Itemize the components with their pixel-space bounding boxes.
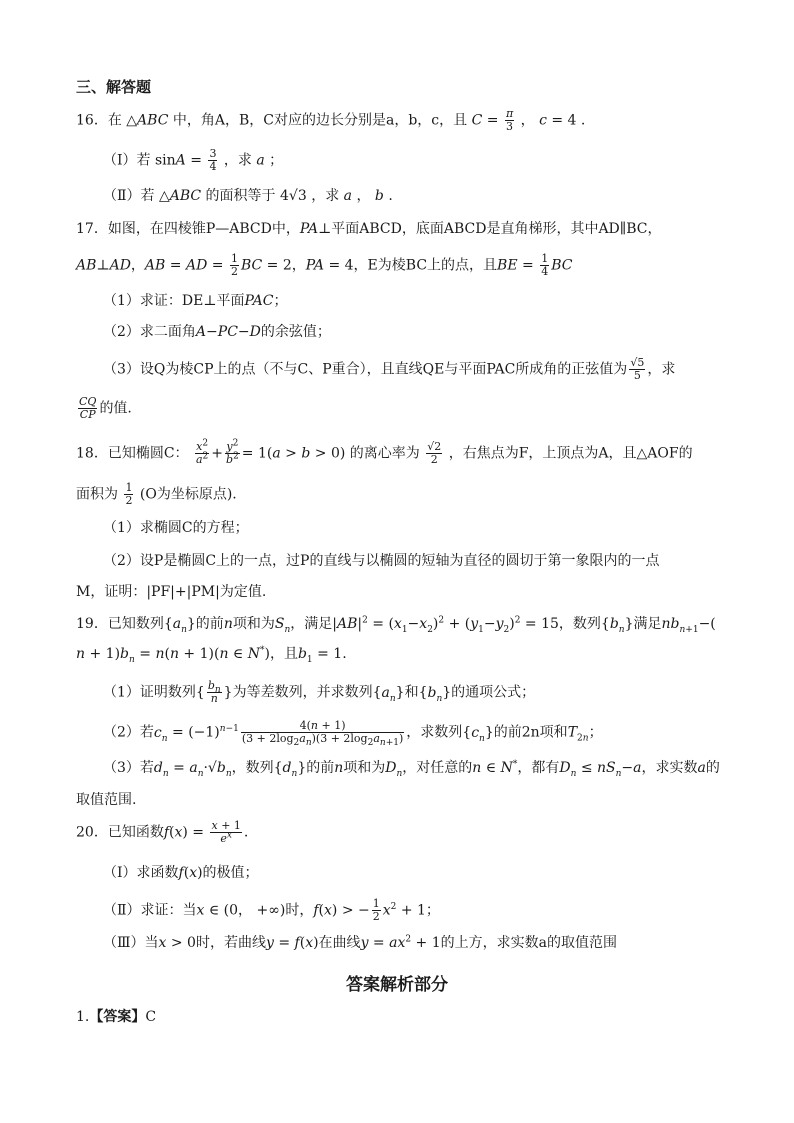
q16-stem-a: 16．在 △ABC 中，角A，B，C对应的边长分别是a，b，c，且 C = bbox=[76, 112, 503, 129]
q20-part1: （Ⅰ）求函数f(x)的极值； bbox=[103, 865, 259, 881]
q18-stem-line2: 面积为 $\frac{1}{2}$ (O为坐标原点). bbox=[76, 481, 237, 507]
q17-frac-sqrt5: $\frac{√5}{5}$ bbox=[630, 356, 645, 382]
q18-stem-line1: 18．已知椭圆C： $\frac{x^2}{a^2}$ + $\frac{y^2}{b^2}$ = 1(a > b > 0) 的离心率为 $\frac{√2}{2}$ ，右焦点为F，上顶点为A，且△AOF的 bbox=[76, 438, 693, 466]
q19-part2: （2）若$c_n = (-1)^{n-1}$ $\frac{4(n + 1)}{(3 + 2\log_2a_n)(3 + 2\log_2a_{n+1})}$ ，求数列$\{c_n\}$的前2n项和$T_{2n}$； bbox=[103, 719, 603, 749]
q18-frac-y2b2: $\frac{y^2}{b^2}$ bbox=[226, 438, 239, 466]
q18-frac-x2a2: $\frac{x^2}{a^2}$ bbox=[195, 438, 209, 466]
q16-part2: （Ⅱ）若 △ABC 的面积等于 4√3 ，求 a ， b . bbox=[103, 188, 393, 204]
q20-frac-12: $\frac{1}{2}$ bbox=[372, 897, 380, 923]
q18-part2-line2: M，证明：|PF|+|PM|为定值. bbox=[76, 584, 267, 600]
q17-part3-line2: $\frac{CQ}{CP}$ 的值. bbox=[79, 395, 132, 421]
answer-1-value: C bbox=[145, 1009, 157, 1025]
answer-1 bbox=[76, 1007, 156, 1027]
q17-part1: （1）求证：DE⊥平面PAC； bbox=[103, 293, 288, 309]
q20-part3: （Ⅲ）当x > 0时，若曲线y = f(x)在曲线$y = ax^2 + 1$的上方，求实数a的取值范围 bbox=[103, 934, 617, 951]
q19-part3-line2: 取值范围. bbox=[76, 792, 137, 808]
q17-stem-line1: 17．如图，在四棱锥P—ABCD中，PA⊥平面ABCD，底面ABCD是直角梯形，其中AD∥BC， bbox=[76, 221, 662, 237]
q17-part3-line1: （3）设Q为棱CP上的点（不与C、P重合），且直线QE与平面PAC所成角的正弦值为 $\frac{√5}{5}$ ，求 bbox=[103, 356, 676, 382]
q20-frac-fx: $\frac{x + 1}{e^x}$ bbox=[211, 819, 241, 845]
q16-part1: （Ⅰ）若 sinA = $\frac{3}{4}$ ，求 a ； bbox=[103, 147, 284, 173]
q19-stem-line2: $n + 1)b_n = n(n + 1)(n$ ∈ N*)，且$b_1 = 1$. bbox=[76, 645, 347, 665]
q18-part2-line1: （2）设P是椭圆C上的一点，过P的直线与以椭圆的短轴为直径的圆切于第一象限内的一点 bbox=[103, 553, 660, 569]
answer-section-heading: 答案解析部分 bbox=[346, 975, 448, 995]
section-heading: 三、解答题 bbox=[76, 78, 152, 96]
q16-stem-b: ， c = 4 . bbox=[516, 112, 586, 129]
q17-frac-12: $\frac{1}{2}$ bbox=[230, 252, 238, 278]
q16-frac-34: $\frac{3}{4}$ bbox=[209, 147, 217, 173]
q16-stem bbox=[76, 108, 585, 133]
q18-frac-sqrt2: $\frac{√2}{2}$ bbox=[427, 440, 442, 466]
q19-stem-line1: 19．已知数列$\{a_n\}$的前n项和为$S_n$，满足$|AB|^2 = (x_1-x_2)^2 + (y_1-y_2)^2 = 15$，数列$\{b_n\}$满足$nb_{n+1}-$( bbox=[76, 615, 716, 635]
q18-part1: （1）求椭圆C的方程； bbox=[103, 520, 249, 536]
q17-part2: （2）求二面角A−PC−D的余弦值； bbox=[103, 324, 331, 340]
q19-frac-bnn: $\frac{b_n}{n}$ bbox=[207, 679, 221, 705]
answer-1-tag: 【答案】 bbox=[89, 1009, 146, 1025]
q20-stem: 20．已知函数f(x) = $\frac{x + 1}{e^x}$ . bbox=[76, 819, 249, 845]
q17-stem-line2: AB⊥AD，AB = AD = $\frac{1}{2}$ BC = 2，PA = 4，E为棱BC上的点，且BE = $\frac{1}{4}$ BC bbox=[76, 252, 573, 278]
q19-part1: （1）证明数列{ $\frac{b_n}{n}$ }为等差数列，并求数列$\{a_n\}$和$\{b_n\}$的通项公式； bbox=[103, 679, 536, 705]
q20-part2: （Ⅱ）求证：当x ∈ (0， +∞)时，f(x) > − $\frac{1}{2}$ $x^2 + 1$； bbox=[103, 897, 440, 923]
q18-frac-12: $\frac{1}{2}$ bbox=[125, 481, 133, 507]
answer-1-number: 1. bbox=[76, 1009, 90, 1025]
q17-frac-cqcp: $\frac{CQ}{CP}$ bbox=[79, 395, 97, 421]
q19-frac-cn: $\frac{4(n + 1)}{(3 + 2\log_2a_n)(3 + 2\log_2a_{n+1})}$ bbox=[241, 719, 404, 749]
q16-frac-pi3: $\frac{\pi}{3}$ bbox=[505, 107, 514, 133]
q19-part3-line1: （3）若$d_n = a_n\cdot√b_n$，数列$\{d_n\}$的前n项和为$D_n$，对任意的n ∈ N*，都有$D_n \le nS_n-a$，求实数a的 bbox=[103, 759, 720, 779]
q17-frac-14: $\frac{1}{4}$ bbox=[541, 252, 549, 278]
